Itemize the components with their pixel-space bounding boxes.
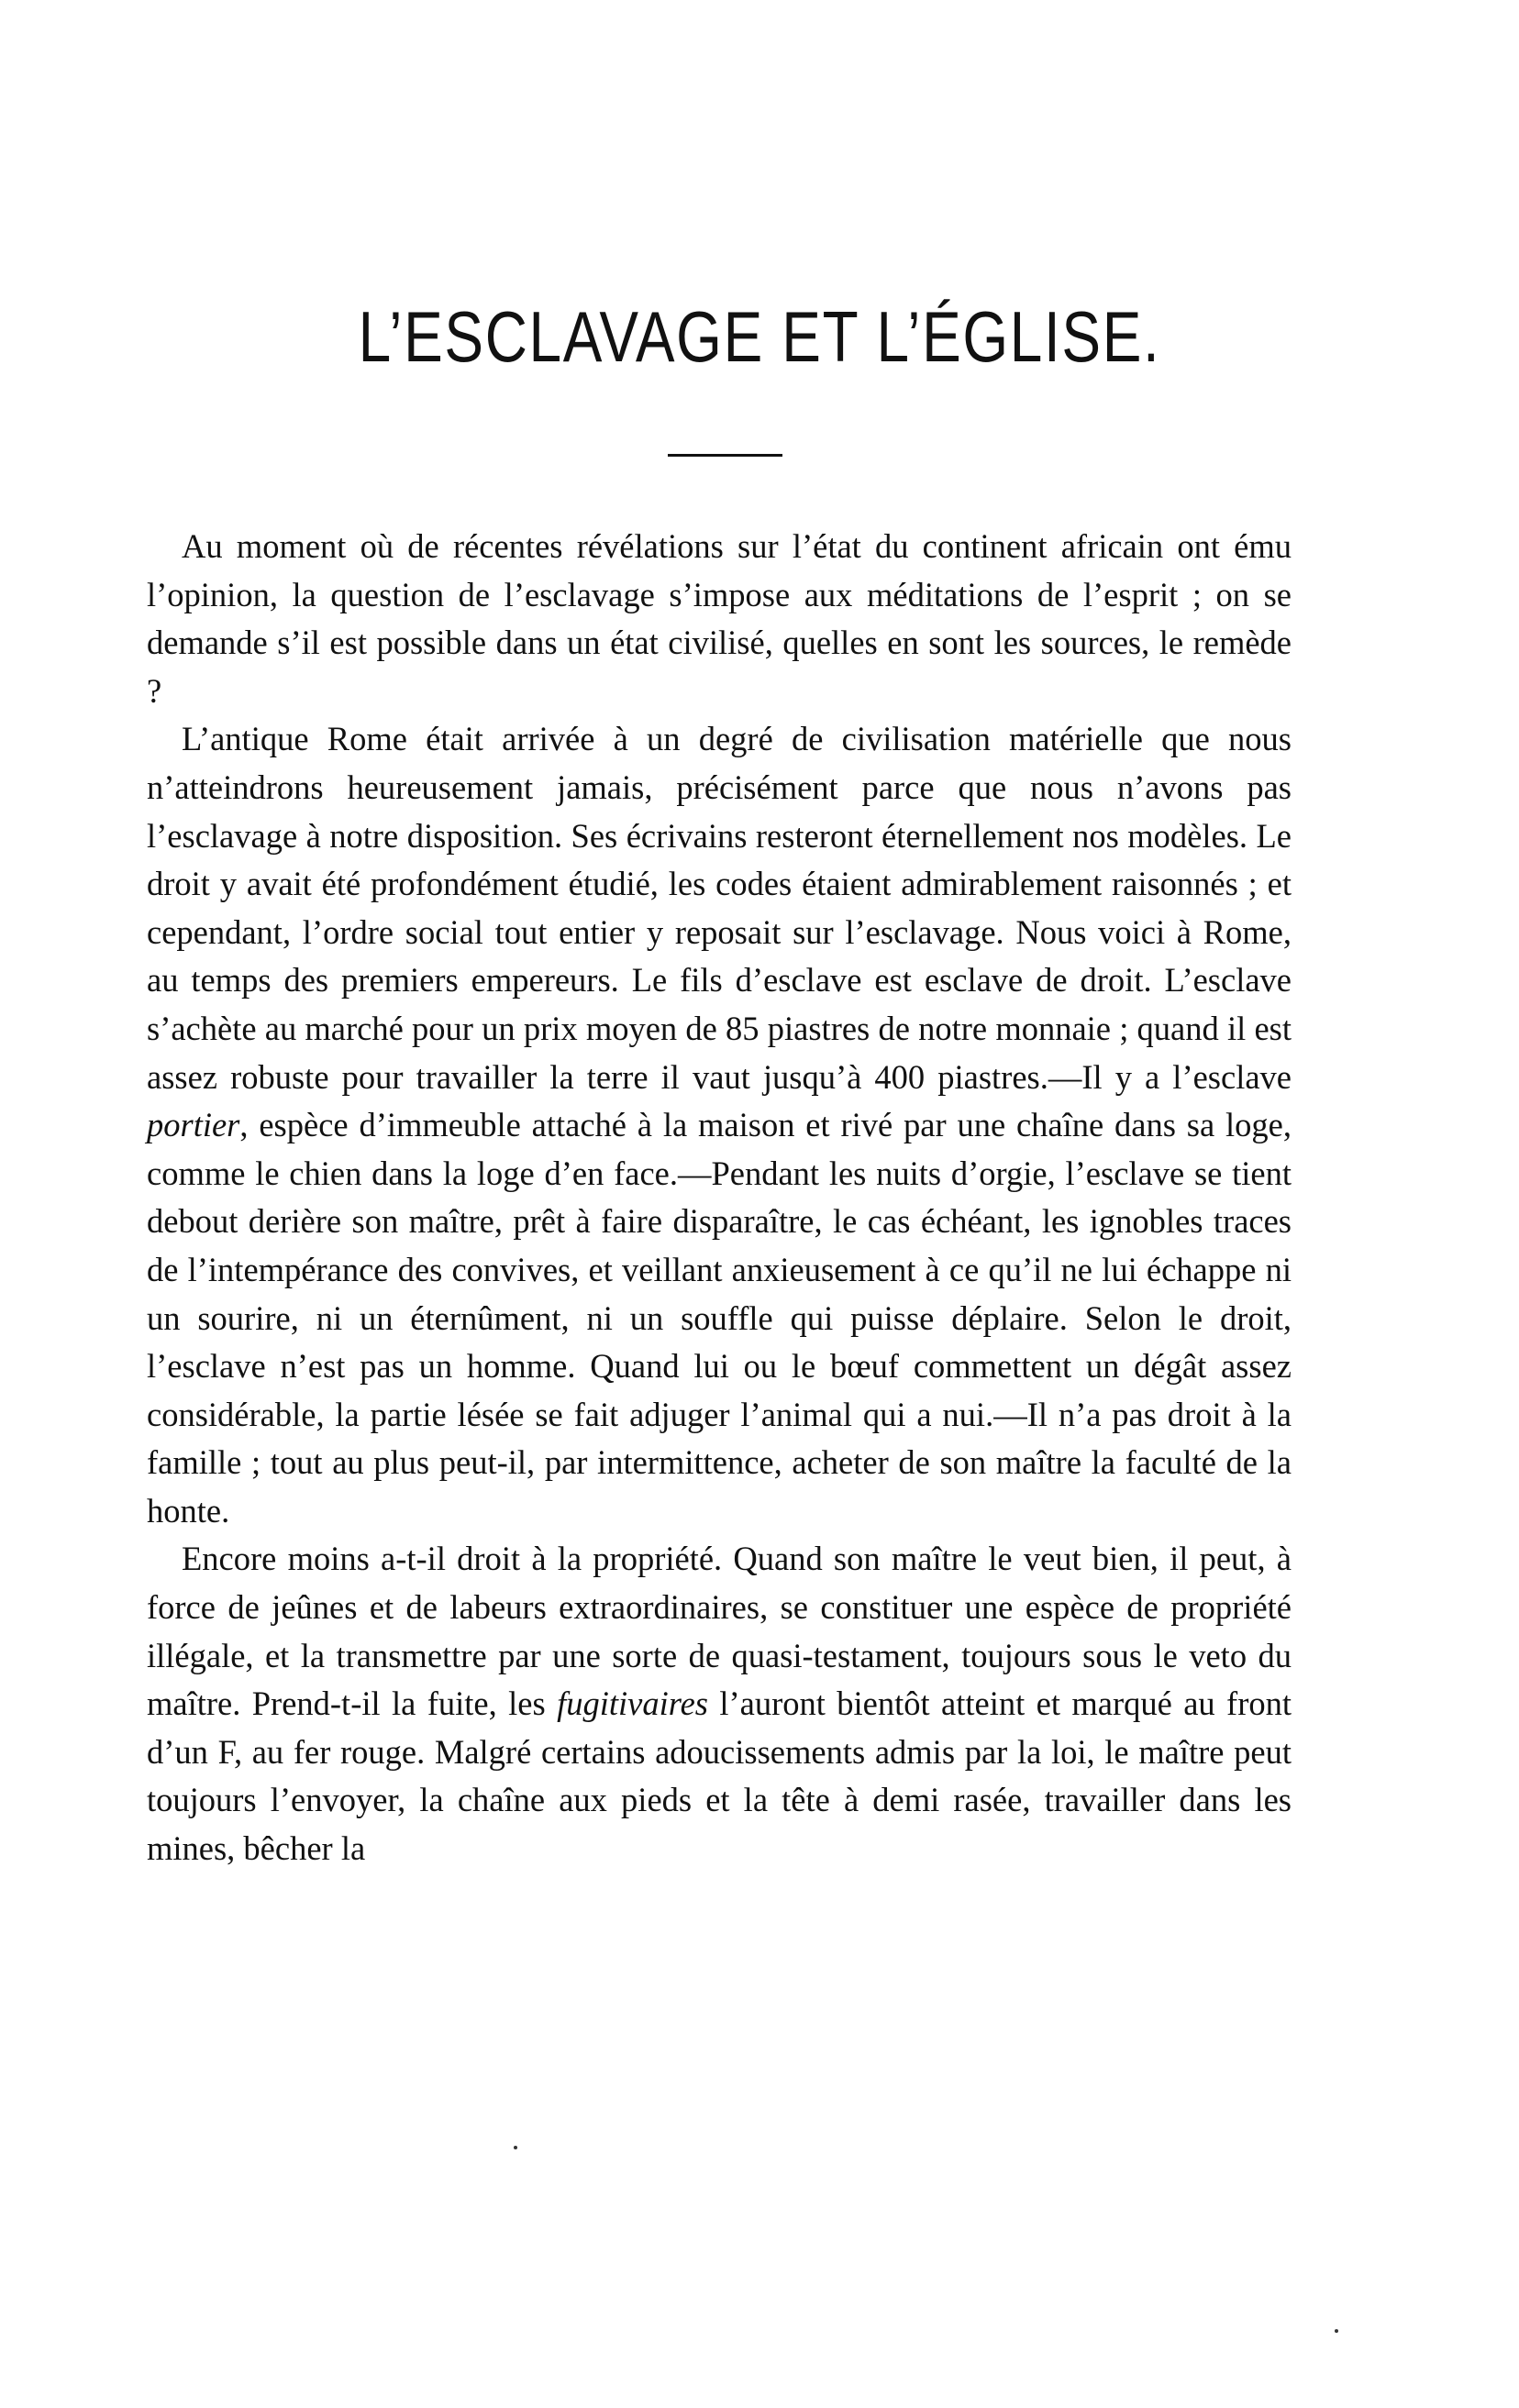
page-title: L’ESCLAVAGE ET L’ÉGLISE.: [358, 296, 1161, 377]
paragraph-3-text-a: Encore moins a-t-il droit à la propriété. Quand son maître le veut bien, il peut, à force de jeûnes et de labeurs extraordinaires, se constituer une espèce de propriété illégale, et la transmettre par une sorte de quasi-testament, toujours sous le veto du maître. Prend-t-il la fuite, les: [147, 1540, 1292, 1723]
paragraph-2-text-a: L’antique Rome était arrivée à un degré de civilisation matérielle que nous n’atteindrons heureusement jamais, précisément parce que nous n’avons pas l’esclavage à notre disposition. Ses écrivains resteront éternellement nos modèles. Le droit y avait été profondément étudié, les codes étaient admirablement raisonnés ; et cependant, l’ordre social tout entier y reposait sur l’esclavage. Nous voici à Rome, au temps des premiers empereurs. Le fils d’esclave est esclave de droit. L’esclave s’achète au marché pour un prix moyen de 85 piastres de notre monnaie ; quand il est assez robuste pour travailler la terre il vaut jusqu’à 400 piastres.—Il y a l’esclave: [147, 720, 1292, 1096]
paragraph-2: [147, 715, 1292, 1535]
title-divider: [668, 454, 782, 457]
paragraph-1-text: Au moment où de récentes révélations sur l’état du continent africain ont ému l’opinion, la question de l’esclavage s’impose aux méditations de l’esprit ; on se demande s’il est possible dans un état civilisé, quelles en sont les sources, le remède ?: [147, 527, 1292, 710]
scan-speck: [514, 2146, 517, 2149]
paragraph-3-italic-fugitivaires: fugitivaires: [557, 1684, 708, 1723]
paragraph-3-text-b: l’auront bientôt atteint et marqué au front d’un F, au fer rouge. Malgré certains adoucissements admis par la loi, le maître peut toujours l’envoyer, la chaîne aux pieds et la tête à demi rasée, travailler dans les mines, bêcher la: [147, 1684, 1292, 1868]
paragraph-3: [147, 1535, 1292, 1872]
scan-speck: [1335, 2329, 1338, 2333]
paragraph-1: [147, 523, 1292, 715]
paragraph-2-text-b: , espèce d’immeuble attaché à la maison et rivé par une chaîne dans sa loge, comme le chien dans la loge d’en face.—Pendant les nuits d’orgie, l’esclave se tient debout derière son maître, prêt à faire disparaître, le cas échéant, les ignobles traces de l’intempérance des convives, et veillant anxieusement à ce qu’il ne lui échappe ni un sourire, ni un éternûment, ni un souffle qui puisse déplaire. Selon le droit, l’esclave n’est pas un homme. Quand lui ou le bœuf commettent un dégât assez considérable, la partie lésée se fait adjuger l’animal qui a nui.—Il n’a pas droit à la famille ; tout au plus peut-il, par intermittence, acheter de son maître la faculté de la honte.: [147, 1106, 1292, 1530]
body-text: [147, 523, 1292, 1873]
paragraph-2-italic-portier: portier: [147, 1106, 240, 1144]
